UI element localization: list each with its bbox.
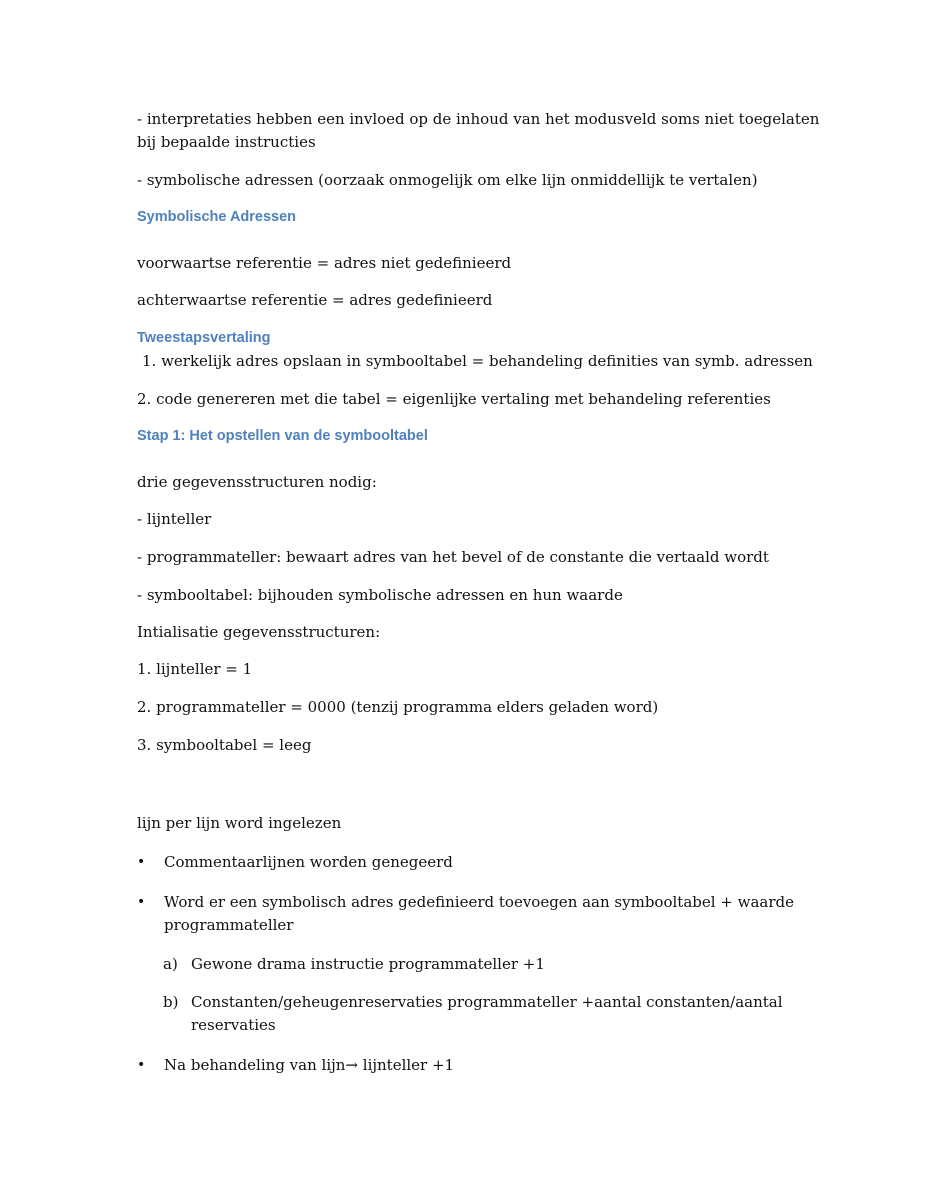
data-structures-needed: drie gegevensstructuren nodig:: [137, 473, 377, 491]
symbolic-addresses-line: - symbolische adressen (oorzaak onmogelijk om elke lijn onmiddellijk te vertalen): [137, 171, 758, 189]
sub-item-a-marker: a): [163, 955, 178, 973]
heading-symbolische-adressen: Symbolische Adressen: [137, 209, 297, 225]
init-label: Intialisatie gegevensstructuren:: [137, 623, 381, 641]
twostep-step-2: 2. code genereren met die tabel = eigenlijke vertaling met behandeling referenties: [137, 390, 771, 408]
backward-reference-line: achterwaartse referentie = adres gedefinieerd: [137, 291, 493, 309]
item-symbooltabel: - symbooltabel: bijhouden symbolische adressen en hun waarde: [137, 586, 623, 604]
bullet-marker: •: [137, 1057, 146, 1073]
init-step-2: 2. programmateller = 0000 (tenzij programma elders geladen word): [137, 698, 659, 716]
sub-item-b-line-2: reservaties: [191, 1016, 276, 1034]
heading-stap-1: Stap 1: Het opstellen van de symbooltabel: [137, 428, 428, 444]
interpretations-line-2: bij bepaalde instructies: [137, 133, 316, 151]
bullet-symbolic-definition-line-1: Word er een symbolisch adres gedefinieerd toevoegen aan symbooltabel + waarde: [164, 893, 795, 911]
read-line-by-line: lijn per lijn word ingelezen: [137, 814, 342, 832]
sub-item-a: Gewone drama instructie programmateller +1: [191, 955, 545, 973]
init-step-1: 1. lijnteller = 1: [137, 660, 253, 678]
heading-tweestapsvertaling: Tweestapsvertaling: [137, 330, 271, 346]
bullet-marker: •: [137, 854, 146, 870]
init-step-3: 3. symbooltabel = leeg: [137, 736, 312, 754]
forward-reference-line: voorwaartse referentie = adres niet gedefinieerd: [137, 254, 512, 272]
bullet-line-counter: Na behandeling van lijn→ lijnteller +1: [164, 1056, 455, 1074]
item-lijnteller: - lijnteller: [137, 510, 212, 528]
bullet-comment-lines: Commentaarlijnen worden genegeerd: [164, 853, 453, 871]
twostep-step-1: 1. werkelijk adres opslaan in symbooltabel = behandeling definities van symb. adressen: [142, 352, 813, 370]
bullet-symbolic-definition-line-2: programmateller: [164, 916, 294, 934]
item-programmateller: - programmateller: bewaart adres van het bevel of de constante die vertaald wordt: [137, 548, 769, 566]
bullet-marker: •: [137, 894, 146, 910]
sub-item-b-marker: b): [163, 993, 179, 1011]
sub-item-b-line-1: Constanten/geheugenreservaties programmateller +aantal constanten/aantal: [191, 993, 783, 1011]
interpretations-line-1: - interpretaties hebben een invloed op de inhoud van het modusveld soms niet toegelaten: [137, 110, 820, 128]
